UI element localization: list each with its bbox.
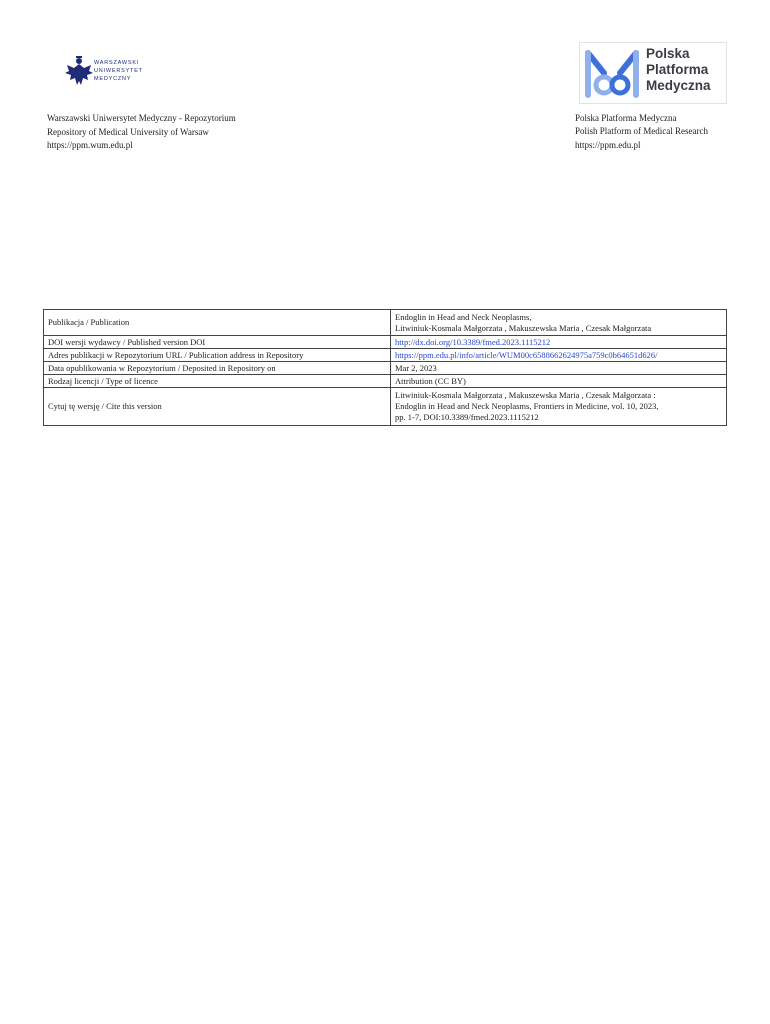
wum-logo-line-1: WARSZAWSKI [94, 60, 140, 66]
repository-name-en: Repository of Medical University of Warsaw [47, 126, 209, 137]
ppm-logo [579, 42, 727, 104]
row-label: DOI wersji wydawcy / Published version DOI [44, 336, 391, 349]
ppm-logo-line-3: Medyczna [646, 78, 711, 93]
table-row [44, 336, 727, 349]
row-label: Adres publikacji w Repozytorium URL / Publication address in Repository [44, 349, 391, 362]
table-row [44, 349, 727, 362]
wum-logo-line-2: UNIWERSYTET [94, 68, 143, 74]
row-label: Data opublikowania w Repozytorium / Deposited in Repository on [44, 362, 391, 375]
wum-logo [64, 55, 164, 91]
doi-link[interactable]: http://dx.doi.org/10.3389/fmed.2023.1115212 [391, 336, 727, 349]
eagle-emblem-icon [64, 55, 94, 89]
publication-metadata-table [43, 309, 727, 426]
repository-info [47, 112, 347, 153]
table-row [44, 388, 727, 426]
ppm-emblem-icon [584, 47, 640, 101]
publication-value [391, 310, 727, 336]
ppm-logo-line-2: Platforma [646, 62, 709, 77]
row-label: Cytuj tę wersję / Cite this version [44, 388, 391, 426]
table-row [44, 362, 727, 375]
platform-name-en: Polish Platform of Medical Research [575, 125, 708, 136]
repository-url[interactable]: https://ppm.wum.edu.pl [47, 140, 133, 150]
platform-name-pl: Polska Platforma Medyczna [575, 113, 677, 123]
ppm-logo-line-1: Polska [646, 46, 690, 61]
publication-title: Endoglin in Head and Neck Neoplasms, [395, 311, 532, 322]
repository-name-pl: Warszawski Uniwersytet Medyczny - Repozytorium [47, 113, 236, 123]
deposit-date: Mar 2, 2023 [391, 362, 727, 375]
publication-authors: Litwiniuk-Kosmala Małgorzata , Makuszewska Maria , Czesak Małgorzata [395, 322, 652, 333]
wum-logo-line-3: MEDYCZNY [94, 76, 132, 82]
row-label: Rodzaj licencji / Type of licence [44, 375, 391, 388]
row-label: Publikacja / Publication [44, 310, 391, 336]
citation-line: Endoglin in Head and Neck Neoplasms, Frontiers in Medicine, vol. 10, 2023, [395, 401, 659, 411]
citation-value [391, 388, 727, 426]
repository-address-link[interactable]: https://ppm.edu.pl/info/article/WUM00c6588662624975a759c0b64651d626/ [391, 349, 727, 362]
platform-url[interactable]: https://ppm.edu.pl [575, 139, 641, 150]
table-row [44, 375, 727, 388]
platform-info [575, 112, 715, 152]
licence-type: Attribution (CC BY) [391, 375, 727, 388]
table-row [44, 310, 727, 336]
citation-line: Litwiniuk-Kosmala Małgorzata , Makuszewska Maria , Czesak Małgorzata : [395, 390, 656, 400]
citation-line: pp. 1-7, DOI:10.3389/fmed.2023.1115212 [395, 412, 539, 422]
